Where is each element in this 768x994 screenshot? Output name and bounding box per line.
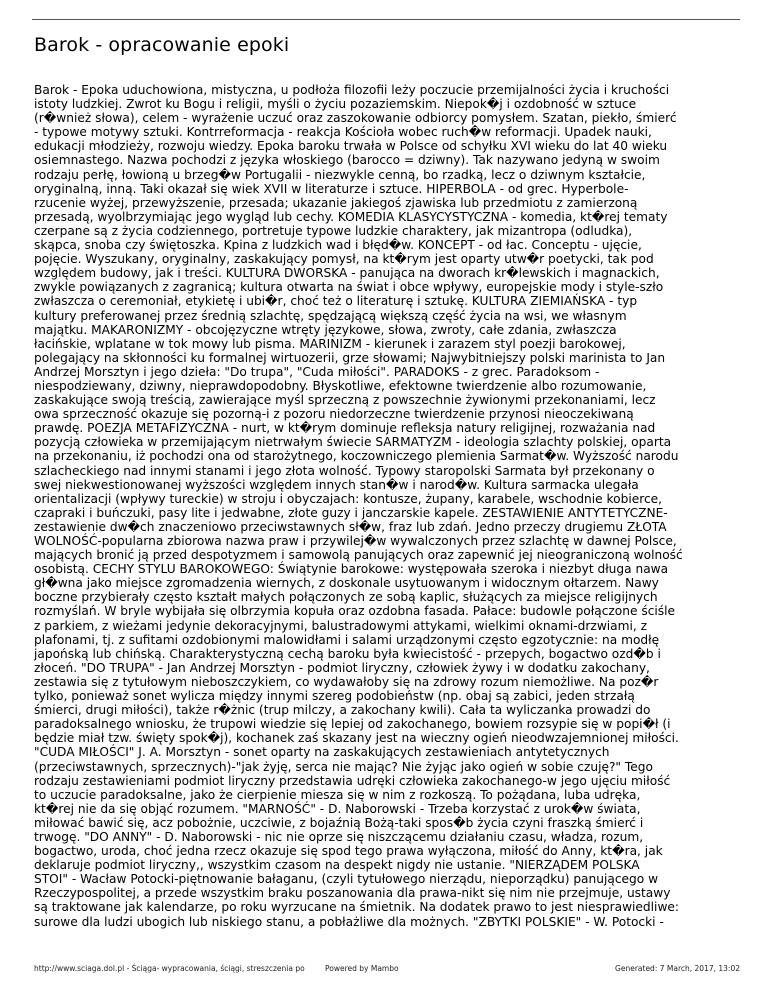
article-body: Barok - Epoka uduchowiona, mistyczna, u podłoża filozofii leży poczucie przemijalności życia i kruchości istoty ludzkiej. Zwrot ku Bogu i religii, myśli o życiu pozaziemskim. Niepok�j i ozdobność w sztuce (r�wnież słowa), celem - wyrażenie uczuć oraz zaszokowanie odbiorcy pomysłem. Szatan, piekło, śmierć - typowe motywy sztuki. Kontrreformacja - reakcja Kościoła wobec ruch�w reformacji. Upadek nauki, edukacji młodzieży, rozwoju wiedzy. Epoka baroku trwała w Polsce od schyłku XVI wieku do lat 40 wieku osiemnastego. Nazwa pochodzi z języka włoskiego (barocco = dziwny). Tak nazywano jedyną w swoim rodzaju perłę, łowioną u brzeg�w Portugalii - niezwykle cenną, bo rzadką, lecz o dziwnym kształcie, oryginalną, inną. Taki okazał się wiek XVII w literaturze i sztuce. HIPERBOLA - od grec. Hyperbole- rzucenie wyżej, przewyższenie, przesada; ukazanie jakiegoś zjawiska lub przedmiotu z zamierzoną przesadą, wyolbrzymiając jego wygląd lub cechy. KOMEDIA KLASYCYSTYCZNA - komedia, kt�rej tematy czerpane są z życia codziennego, portretuje typowe ludzkie charaktery, jak mizantropa (odludka), skąpca, snoba czy świętoszka. Kpina z ludzkich wad i błęd�w. KONCEPT - od łac. Conceptu - ujęcie, pojęcie. Wyszukany, oryginalny, zaskakujący pomysł, na kt�rym jest oparty utw�r poetycki, tak pod względem budowy, jak i treści. KULTURA DWORSKA - panująca na dworach kr�lewskich i magnackich, zwykle powiązanych z zagranicą; kultura otwarta na świat i obce wpływy, europejskie mody i style-szło zwłaszcza o ceremoniał, etykietę i ubi�r, choć też o literaturę i sztukę. KULTURA ZIEMIAŃSKA - typ kultury preferowanej przez średnią szlachtę, spędzającą większą część życia na wsi, we własnym majątku. MAKARONIZMY - obcojęzyczne wtręty językowe, słowa, zwroty, całe zdania, zwłaszcza łacińskie, wplatane w tok mowy lub pisma. MARINIZM - kierunek i zarazem styl poezji barokowej, polegający na skłonności ku formalnej wirtuozerii, grze słowami; Najwybitniejszy polski marinista to Jan Andrzej Morsztyn i jego dzieła: "Do trupa", "Cuda miłości". PARADOKS - z grec. Paradoksom - niespodziewany, dziwny, nieprawdopodobny. Błyskotliwe, efektowne twierdzenie albo rozumowanie, zaskakujące swoją treścią, zawierające myśl sprzeczną z powszechnie żywionymi przekonaniami, lecz owa sprzeczność okazuje się pozorną-i z pozoru niedorzeczne twierdzenie przynosi nieoczekiwaną prawdę. POEZJA METAFIZYCZNA - nurt, w kt�rym dominuje refleksja natury religijnej, rozważania nad pozycją człowieka w przemijającym nietrwałym świecie SARMATYZM - ideologia szlachty polskiej, oparta na przekonaniu, iż pochodzi ona od starożytnego, koczowniczego plemienia Sarmat�w. Wyższość narodu szlacheckiego nad innymi stanami i jego złota wolność. Typowy staropolski Sarmata był przekonany o swej niekwestionowanej wyższości względem innych stan�w i narod�w. Kultura sarmacka ulegała orientalizacji (wpływy tureckie) w stroju i obyczajach: kontusze, żupany, karabele, wschodnie kobierce, czapraki i buńczuki, pasy lite i jedwabne, złote guzy i janczarskie kapele. ZESTAWIENIE ANTYTETYCZNE- zestawienie dw�ch znaczeniowo przeciwstawnych sł�w, fraz lub zdań. Jedno przeczy drugiemu ZŁOTA WOLNOŚĆ-popularna zbiorowa nazwa praw i przywilej�w wywalczonych przez szlachtę w dawnej Polsce, mających bronić ją przed despotyzmem i samowolą panujących oraz zapewnić jej nieograniczoną wolność osobistą. CECHY STYLU BAROKOWEGO: Świątynie barokowe: występowała szeroka i niezbyt długa nawa gł�wna jako miejsce zgromadzenia wiernych, z doskonale usytuowanym i widocznym ołtarzem. Nawy boczne przybierały często kształt małych połączonych ze sobą kaplic, służących za miejsce religijnych rozmyślań. W bryle wybijała się olbrzymia kopuła oraz ozdobna fasada. Pałace: budowle połączone ściśle z parkiem, z wieżami jedynie dekoracyjnymi, balustradowymi attykami, wielkimi oknami-drzwiami, z plafonami, tj. z sufitami ozdobionymi malowidłami i salami urządzonymi często egzotycznie: na modłę japońską lub chińską. Charakterystyczną cechą baroku była kwiecistość - przepych, bogactwo ozd�b i złoceń. "DO TRUPA" - Jan Andrzej Morsztyn - podmiot liryczny, człowiek żywy i w dodatku zakochany, zestawia się z tytułowym nieboszczykiem, co wydawałoby się na zdrowy rozum niemożliwe. Na poz�r tylko, ponieważ sonet wylicza między innymi szereg podobieństw (np. obaj są zabici, jeden strzałą śmierci, drugi miłości), także r�żnic (trup milczy, a zakochany kwili). Cała ta wyliczanka prowadzi do paradoksalnego wniosku, że trupowi wiedzie się lepiej od zakochanego, bowiem rozsypie się w popi�ł (i będzie miał tzw. święty spok�j), kochanek zaś skazany jest na wieczny ogień nieodwzajemnionej miłości. "CUDA MIŁOŚCI" J. A. Morsztyn - sonet oparty na zaskakujących zestawieniach antytetycznych (przeciwstawnych, sprzecznych)-"jak żyję, serca nie mając? Nie żyjąc jako ogień w sobie czuję?" Tego rodzaju zestawieniami podmiot liryczny przedstawia udręki człowieka zakochanego-w jego ujęciu miłość to uczucie paradoksalne, jako że cierpienie miesza się w nim z rozkoszą. To pożądana, luba udręka, kt�rej nie da się objąć rozumem. "MARNOŚĆ" - D. Naborowski - Trzeba korzystać z urok�w świata, miłować bawić się, acz pobożnie, uczciwie, z bojaźnią Bożą-taki spos�b życia czyni fraszką śmierć i trwogę. "DO ANNY" - D. Naborowski - nic nie oprze się niszczącemu działaniu czasu, władza, rozum, bogactwo, uroda, choć jedna rzecz okazuje się spod tego prawa wyłączona, miłość do Anny, kt�ra, jak deklaruje podmiot liryczny,, wszystkim czasom na despekt nigdy nie ustanie. "NIERZĄDEM POLSKA STOI" - Wacław Potocki-piętnowanie bałaganu, (czyli tytułowego nierządu, nieporządku) panującego w Rzeczypospolitej, a przede wszystkim braku poszanowania dla prawa-nikt się nim nie przejmuje, ustawy są traktowane jak kalendarze, po roku wyrzucane na śmietnik. Na dodatek prawo to jest niesprawiedliwe: surowe dla ludzi ubogich lub niskiego stanu, a pobłażliwe dla możnych. "ZBYTKI POLSKIE" - W. Potocki -	[34, 83, 683, 929]
top-divider	[32, 19, 740, 20]
footer-powered-by: Powered by Mambo	[325, 964, 399, 973]
footer-generated-date: Generated: 7 March, 2017, 13:02	[615, 964, 740, 973]
page-title: Barok - opracowanie epoki	[34, 34, 290, 56]
page-footer	[34, 964, 740, 976]
footer-source-url: http://www.sciaga.dol.pl - Ściąga- wypracowania, ściągi, streszczenia po	[34, 964, 305, 973]
